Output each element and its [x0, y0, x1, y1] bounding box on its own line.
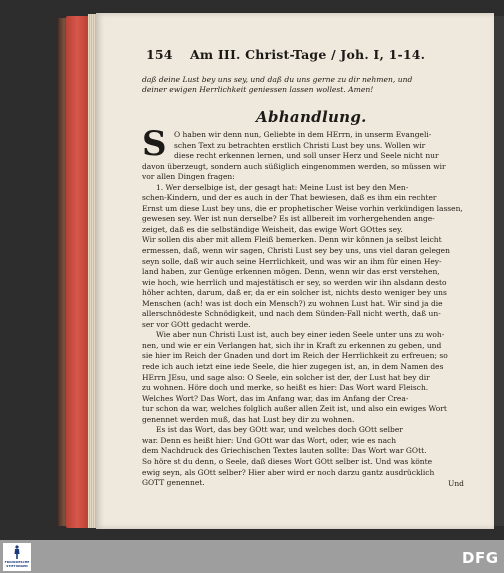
body-line: diese recht erkennen lernen, und soll unser Herz und Seele nicht nur: [174, 151, 439, 161]
body-line: Menschen (ach! was ist doch ein Mensch?) zu wohnen Lust hat. Wir sind ja die: [142, 298, 443, 308]
body-line: sie hier im Reich der Gnaden und dort im Reich der Herrlichkeit zu erfreuen; so: [142, 351, 448, 361]
body-line: Es ist das Wort, das bey GOtt war, und welches doch GOtt selber: [156, 425, 403, 435]
body-line: O haben wir denn nun, Geliebte in dem HErrn, in unserm Evangeli-: [174, 130, 432, 139]
body-line: Wir sollen dis aber mit allem Fleiß bemerken. Denn wir können ja selbst leicht: [142, 235, 442, 245]
section-title: Abhandlung.: [256, 108, 367, 126]
body-line: gewesen sey. Wer ist nun derselbe? Es ist allbereit im vorhergehenden ange-: [142, 214, 435, 224]
body-line: So höre st du denn, o Seele, daß dieses Wort GOtt selber ist. Und was könte: [142, 456, 433, 466]
franckesche-stiftungen-logo: [3, 543, 31, 571]
body-line: Ernst um diese Lust bey uns, die er prophetischer Weise vorhin verkündigen lassen,: [142, 203, 463, 213]
body-text: [142, 124, 480, 489]
body-line: schen-Kindern, und der es auch in der That bewiesen, daß es ihm ein rechter: [142, 193, 437, 203]
body-line: genennet werden muß, das hat Lust bey dir zu wohnen.: [142, 414, 355, 424]
body-line: zeiget, daß es die selbständige Weisheit, das ewige Wort GOttes sey.: [142, 224, 403, 234]
body-line: davon überzeugt, sondern auch süßiglich eingenommen werden, so müssen wir: [142, 161, 446, 171]
dfg-logo: DFG: [462, 549, 499, 567]
page-number: 154: [146, 47, 173, 62]
intro-line: daß deine Lust bey uns sey, und daß du uns gerne zu dir nehmen, und: [142, 75, 413, 84]
body-line: höher achten, darum, daß er, da er ein solcher ist, nichts desto weniger bey uns: [142, 288, 447, 298]
catchword: Und: [448, 479, 464, 488]
intro-line: deiner ewigen Herrlichkeit geniessen lassen wollest. Amen!: [142, 85, 374, 94]
logo-figure-icon: [14, 545, 20, 559]
body-line: seyn solle, daß wir auch seine Herrlichkeit, und was wir an ihm für einen Hey-: [142, 256, 442, 266]
body-line: nen, und wie er ein Verlangen hat, sich ihr in Kraft zu erkennen zu geben, und: [142, 340, 442, 350]
body-line: zu wohnen. Höre doch und merke, so heißt es hier: Das Wort ward Fleisch.: [142, 383, 429, 393]
body-line: ser vor GOtt gedacht werde.: [142, 319, 251, 329]
body-line: ermessen, daß, wenn wir sagen, Christi Lust sey bey uns, uns viel daran gelegen: [142, 246, 450, 256]
drop-capital: S: [142, 124, 167, 164]
body-line: ewig seyn, als GOtt selber? Hier aber wird er noch darzu gantz ausdrücklich: [142, 467, 435, 477]
body-line: GOTT genennet.: [142, 478, 205, 488]
intro-paragraph: [142, 75, 472, 95]
running-head: [146, 47, 476, 63]
book-page: [96, 13, 494, 529]
body-line: allerschnödeste Schnödigkeit, und nach dem Sünden-Fall nicht werth, daß un-: [142, 309, 441, 319]
body-line: war. Denn es heißt hier: Und GOtt war das Wort, oder, wie es nach: [142, 435, 397, 445]
body-line: Wie aber nun Christi Lust ist, auch bey einer ieden Seele unter uns zu woh-: [156, 330, 445, 340]
body-line: HErrn JEsu, und sage also: O Seele, ein solcher ist der, der Lust hat bey dir: [142, 372, 430, 382]
body-line: dem Nachdruck des Griechischen Textes lauten sollte: Das Wort war GOtt.: [142, 446, 427, 456]
body-line: schen Text zu betrachten erstlich Christi Lust bey uns. Wollen wir: [174, 140, 426, 150]
footer-bar: [0, 540, 504, 573]
body-line: vor allen Dingen fragen:: [142, 172, 235, 182]
body-line: land haben, zur Genüge erkennen mögen. Denn, wenn wir das erst verstehen,: [142, 267, 440, 277]
body-line: 1. Wer derselbige ist, der gesagt hat: Meine Lust ist bey den Men-: [156, 182, 409, 192]
body-line: rede ich auch ietzt eine iede Seele, die hier zugegen ist, an, in dem Namen des: [142, 362, 444, 372]
running-head-title: Am III. Christ-Tage / Joh. I, 1-14.: [190, 47, 426, 62]
body-line: Welches Wort? Das Wort, das im Anfang war, das im Anfang der Crea-: [142, 393, 409, 403]
body-line: tur schon da war, welches folglich außer allen Zeit ist, und also ein ewiges Wort: [142, 404, 447, 414]
logo-text: FRANCKESCHE STIFTUNGEN: [4, 560, 30, 568]
body-line: wie hoch, wie herrlich und majestätisch er sey, so werden wir ihn alsdann desto: [142, 277, 447, 287]
